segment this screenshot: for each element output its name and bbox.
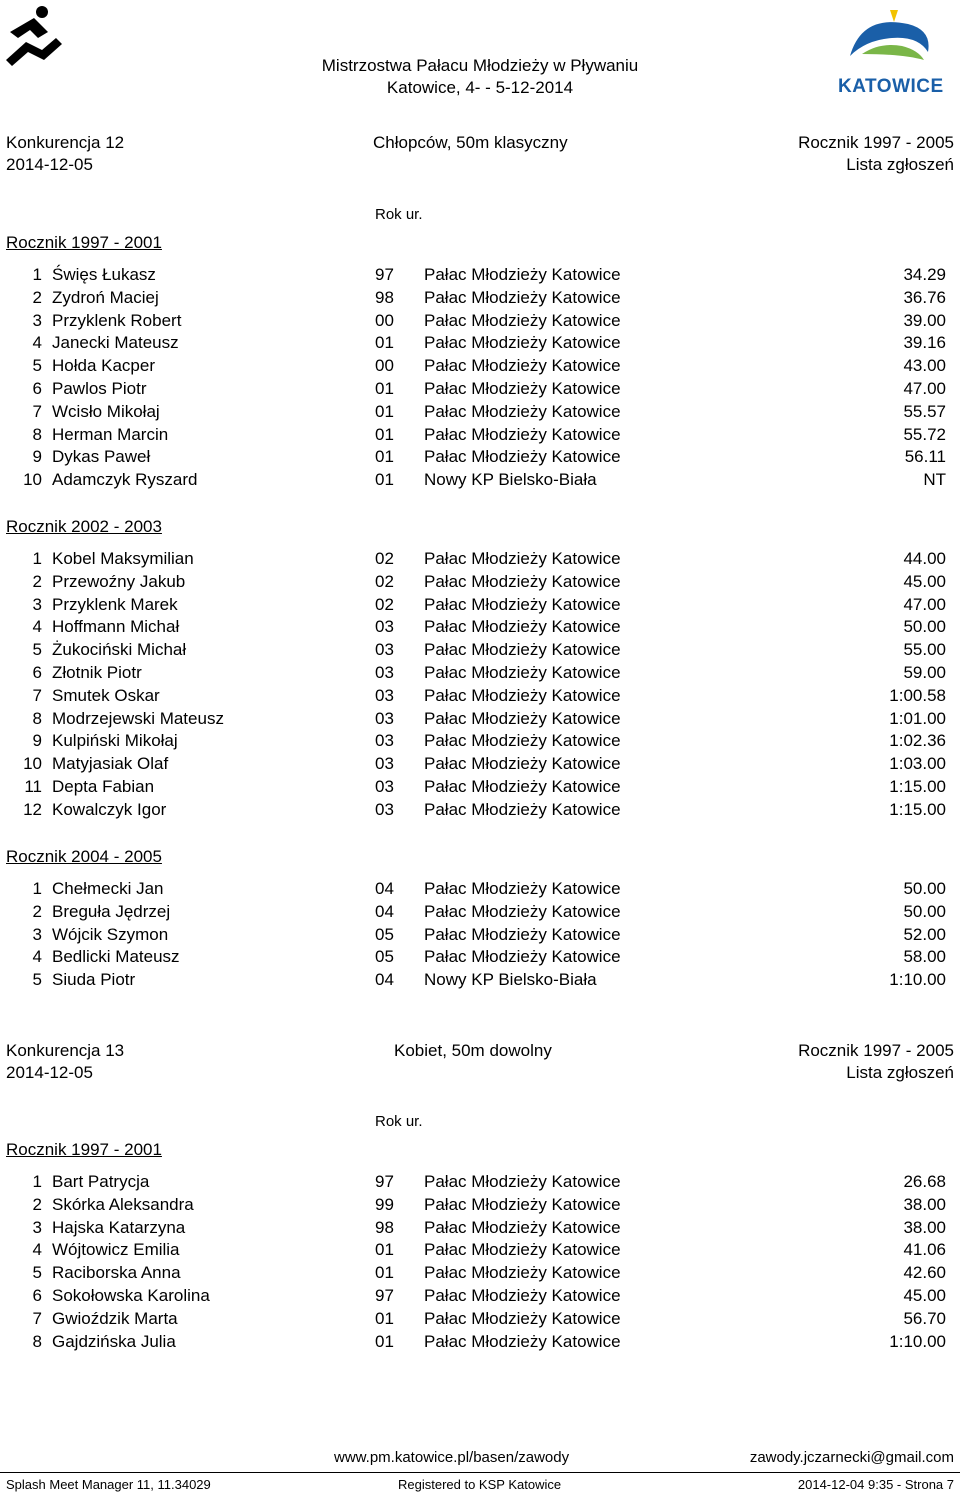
entry-number: 2 (32, 287, 42, 307)
katowice-logo (832, 8, 944, 98)
entry-number: 6 (32, 379, 42, 398)
event-range: Rocznik 1997 - 2005 (798, 1041, 954, 1060)
entry-time: 1:01.00 (889, 708, 946, 728)
swimmer-name: Święs Łukasz (52, 265, 156, 284)
club-name: Pałac Młodzieży Katowice (424, 947, 621, 967)
swimmer-name: Kobel Maksymilian (52, 549, 194, 568)
table-row (0, 1332, 960, 1354)
entry-number: 12 (23, 799, 42, 819)
entry-number: 3 (32, 310, 42, 330)
entry-time: 26.68 (903, 1172, 946, 1191)
table-row (0, 1240, 960, 1262)
club-name: Pałac Młodzieży Katowice (424, 731, 621, 751)
swimmer-name: Kowalczyk Igor (52, 799, 167, 819)
meet-subtitle: Katowice, 4- - 5-12-2014 (386, 78, 574, 97)
birth-year: 03 (375, 640, 394, 660)
footer-timestamp: 2014-12-04 9:35 - Strona 7 (797, 1477, 954, 1492)
event-range: Rocznik 1997 - 2005 (798, 133, 954, 152)
club-name: Nowy KP Bielsko-Biała (424, 470, 597, 490)
entry-time: 47.00 (903, 594, 946, 614)
swimmer-name: Gajdzińska Julia (52, 1331, 176, 1351)
table-row (0, 1309, 960, 1331)
swimmer-name: Zydroń Maciej (52, 287, 159, 307)
birth-year: 98 (375, 287, 394, 307)
event-name: Konkurencja 13 (6, 1041, 125, 1060)
birth-year: 00 (375, 310, 394, 330)
club-name: Pałac Młodzieży Katowice (424, 379, 621, 398)
table-row (0, 288, 960, 310)
swimmer-logo-icon (4, 2, 64, 74)
entry-number: 10 (23, 470, 42, 490)
club-name: Pałac Młodzieży Katowice (424, 356, 621, 376)
swimmer-name: Gwioździk Marta (52, 1308, 178, 1328)
swimmer-name: Wójtowicz Emilia (52, 1240, 180, 1260)
entry-number: 4 (32, 333, 42, 353)
table-row (0, 640, 960, 662)
swimmer-name: Kulpiński Mikołaj (52, 731, 178, 751)
birth-year: 01 (375, 1263, 394, 1283)
table-row (0, 1263, 960, 1285)
club-name: Pałac Młodzieży Katowice (424, 1286, 621, 1305)
entry-number: 1 (32, 549, 42, 568)
club-name: Pałac Młodzieży Katowice (424, 1172, 621, 1191)
birth-year: 04 (375, 970, 394, 990)
birth-year: 01 (375, 1240, 394, 1260)
swimmer-name: Herman Marcin (52, 424, 169, 444)
group-label: Rocznik 2002 - 2003 (6, 517, 162, 536)
club-name: Pałac Młodzieży Katowice (424, 1217, 621, 1237)
club-name: Pałac Młodzieży Katowice (424, 1331, 621, 1351)
club-name: Pałac Młodzieży Katowice (424, 901, 621, 921)
birth-year: 01 (375, 424, 394, 444)
year-column-header: Rok ur. (375, 206, 423, 223)
footer-email[interactable]: zawody.jczarnecki@gmail.com (749, 1449, 954, 1466)
entry-time: 56.70 (903, 1308, 946, 1328)
club-name: Pałac Młodzieży Katowice (424, 401, 621, 421)
club-name: Pałac Młodzieży Katowice (424, 571, 621, 591)
entry-number: 5 (32, 1263, 42, 1283)
entry-time: 1:00.58 (889, 685, 946, 705)
birth-year: 01 (375, 401, 394, 421)
birth-year: 01 (375, 1308, 394, 1328)
entry-number: 5 (32, 640, 42, 660)
swimmer-name: Siuda Piotr (52, 970, 136, 990)
club-name: Pałac Młodzieży Katowice (424, 799, 621, 819)
swimmer-name: Modrzejewski Mateusz (52, 708, 224, 728)
group-label: Rocznik 1997 - 2001 (6, 233, 162, 252)
table-row (0, 1195, 960, 1217)
entry-time: 1:15.00 (889, 799, 946, 819)
birth-year: 03 (375, 799, 394, 819)
club-name: Pałac Młodzieży Katowice (424, 447, 621, 467)
footer-website[interactable]: www.pm.katowice.pl/basen/zawody (334, 1449, 570, 1466)
table-row (0, 800, 960, 822)
entry-number: 1 (32, 265, 42, 284)
entry-number: 9 (32, 731, 42, 751)
swimmer-name: Hołda Kacper (52, 356, 156, 376)
entry-time: NT (923, 470, 946, 490)
entry-number: 2 (32, 1194, 42, 1214)
entry-time: 47.00 (903, 379, 946, 398)
table-row (0, 470, 960, 492)
group-label: Rocznik 1997 - 2001 (6, 1140, 162, 1159)
swimmer-name: Breguła Jędrzej (52, 901, 171, 921)
swimmer-name: Przyklenk Robert (52, 310, 182, 330)
event-name: Konkurencja 12 (6, 133, 125, 152)
swimmer-name: Skórka Aleksandra (52, 1194, 194, 1214)
meet-title: Mistrzostwa Pałacu Młodzieży w Pływaniu (321, 56, 639, 75)
entry-time: 43.00 (903, 356, 946, 376)
birth-year: 02 (375, 594, 394, 614)
table-row (0, 333, 960, 355)
entry-time: 55.00 (903, 640, 946, 660)
event-description: Chłopców, 50m klasyczny (373, 133, 568, 152)
swimmer-name: Bedlicki Mateusz (52, 947, 180, 967)
entry-number: 4 (32, 1240, 42, 1260)
swimmer-name: Przyklenk Marek (52, 594, 178, 614)
entry-time: 58.00 (903, 947, 946, 967)
club-name: Pałac Młodzieży Katowice (424, 287, 621, 307)
swimmer-name: Wcisło Mikołaj (52, 401, 160, 421)
year-column-header: Rok ur. (375, 1113, 423, 1130)
table-row (0, 686, 960, 708)
entry-number: 11 (24, 777, 42, 796)
table-row (0, 356, 960, 378)
entry-time: 36.76 (903, 287, 946, 307)
entry-time: 50.00 (903, 901, 946, 921)
birth-year: 05 (375, 947, 394, 967)
table-row (0, 970, 960, 992)
entry-time: 1:02.36 (889, 731, 946, 751)
swimmer-name: Dykas Paweł (52, 447, 151, 467)
birth-year: 03 (375, 777, 394, 796)
swimmer-name: Janecki Mateusz (52, 333, 179, 353)
swimmer-name: Hajska Katarzyna (52, 1217, 186, 1237)
entry-number: 10 (23, 754, 42, 774)
entry-time: 38.00 (903, 1194, 946, 1214)
table-row (0, 777, 960, 799)
entry-time: 34.29 (903, 265, 946, 284)
birth-year: 03 (375, 754, 394, 774)
table-row (0, 754, 960, 776)
birth-year: 05 (375, 924, 394, 944)
birth-year: 03 (375, 708, 394, 728)
entry-time: 55.72 (903, 424, 946, 444)
club-name: Pałac Młodzieży Katowice (424, 754, 621, 774)
birth-year: 01 (375, 1331, 394, 1351)
club-name: Pałac Młodzieży Katowice (424, 708, 621, 728)
club-name: Pałac Młodzieży Katowice (424, 640, 621, 660)
katowice-logo-text: KATOWICE (838, 76, 944, 97)
entry-number: 7 (32, 1308, 42, 1328)
table-row (0, 617, 960, 639)
birth-year: 04 (375, 879, 394, 898)
club-name: Pałac Młodzieży Katowice (424, 310, 621, 330)
entry-time: 39.16 (903, 333, 946, 353)
table-row (0, 265, 960, 287)
entry-number: 7 (32, 685, 42, 705)
table-row (0, 379, 960, 401)
entry-number: 1 (32, 1172, 42, 1191)
birth-year: 01 (375, 379, 394, 398)
birth-year: 97 (375, 265, 394, 284)
footer-software: Splash Meet Manager 11, 11.34029 (6, 1477, 211, 1492)
birth-year: 03 (375, 663, 394, 682)
event-date: 2014-12-05 (6, 155, 93, 174)
footer-registered: Registered to KSP Katowice (398, 1477, 562, 1492)
birth-year: 01 (375, 333, 394, 353)
swimmer-name: Raciborska Anna (52, 1263, 181, 1283)
entry-number: 2 (32, 571, 42, 591)
birth-year: 00 (375, 356, 394, 376)
entry-number: 8 (32, 1331, 42, 1351)
club-name: Pałac Młodzieży Katowice (424, 1263, 621, 1283)
club-name: Pałac Młodzieży Katowice (424, 594, 621, 614)
entry-time: 1:10.00 (889, 970, 946, 990)
birth-year: 03 (375, 731, 394, 751)
club-name: Nowy KP Bielsko-Biała (424, 970, 597, 990)
birth-year: 01 (375, 447, 394, 467)
entry-time: 56.11 (904, 447, 946, 467)
birth-year: 98 (375, 1217, 394, 1237)
club-name: Pałac Młodzieży Katowice (424, 685, 621, 705)
swimmer-name: Żukociński Michał (52, 640, 187, 660)
table-row (0, 947, 960, 969)
swimmer-name: Smutek Oskar (52, 685, 160, 705)
birth-year: 03 (375, 685, 394, 705)
birth-year: 97 (375, 1172, 394, 1191)
entry-number: 7 (32, 401, 42, 421)
table-row (0, 311, 960, 333)
club-name: Pałac Młodzieży Katowice (424, 1240, 621, 1260)
entry-number: 8 (32, 424, 42, 444)
footer-divider (0, 1472, 960, 1473)
birth-year: 04 (375, 901, 394, 921)
club-name: Pałac Młodzieży Katowice (424, 1194, 621, 1214)
entry-number: 3 (32, 594, 42, 614)
swimmer-name: Sokołowska Karolina (52, 1286, 210, 1305)
swimmer-name: Bart Patrycja (52, 1172, 150, 1191)
swimmer-name: Pawlos Piotr (52, 379, 147, 398)
entry-time: 1:03.00 (889, 754, 946, 774)
birth-year: 02 (375, 571, 394, 591)
table-row (0, 402, 960, 424)
list-type: Lista zgłoszeń (846, 155, 954, 174)
table-row (0, 925, 960, 947)
birth-year: 03 (375, 617, 394, 637)
table-row (0, 1218, 960, 1240)
table-row (0, 709, 960, 731)
entry-number: 4 (32, 947, 42, 967)
entry-time: 1:10.00 (889, 1331, 946, 1351)
table-row (0, 731, 960, 753)
entry-time: 39.00 (903, 310, 946, 330)
entry-time: 45.00 (903, 1286, 946, 1305)
table-row (0, 425, 960, 447)
swimmer-name: Depta Fabian (52, 777, 155, 796)
entry-time: 1:15.00 (889, 777, 946, 796)
club-name: Pałac Młodzieży Katowice (424, 265, 621, 284)
swimmer-name: Matyjasiak Olaf (52, 754, 169, 774)
entry-number: 3 (32, 924, 42, 944)
entry-time: 45.00 (903, 571, 946, 591)
entry-time: 38.00 (903, 1217, 946, 1237)
entry-number: 2 (32, 901, 42, 921)
event-date: 2014-12-05 (6, 1063, 93, 1082)
entry-number: 4 (32, 617, 42, 637)
entry-time: 52.00 (903, 924, 946, 944)
entry-number: 6 (32, 663, 42, 682)
entry-number: 3 (32, 1217, 42, 1237)
birth-year: 01 (375, 470, 394, 490)
table-row (0, 902, 960, 924)
birth-year: 02 (375, 549, 394, 568)
table-row (0, 572, 960, 594)
entry-number: 5 (32, 970, 42, 990)
entry-number: 1 (32, 879, 42, 898)
club-name: Pałac Młodzieży Katowice (424, 333, 621, 353)
club-name: Pałac Młodzieży Katowice (424, 879, 621, 898)
swimmer-name: Hoffmann Michał (52, 617, 180, 637)
entry-number: 8 (32, 708, 42, 728)
list-type: Lista zgłoszeń (846, 1063, 954, 1082)
entry-time: 44.00 (903, 549, 946, 568)
entry-time: 55.57 (903, 401, 946, 421)
table-row (0, 1286, 960, 1308)
birth-year: 97 (375, 1286, 394, 1305)
table-row (0, 879, 960, 901)
club-name: Pałac Młodzieży Katowice (424, 924, 621, 944)
birth-year: 99 (375, 1194, 394, 1214)
entry-time: 59.00 (903, 663, 946, 682)
club-name: Pałac Młodzieży Katowice (424, 777, 621, 796)
entry-number: 6 (32, 1286, 42, 1305)
club-name: Pałac Młodzieży Katowice (424, 549, 621, 568)
swimmer-name: Wójcik Szymon (52, 924, 169, 944)
swimmer-name: Adamczyk Ryszard (52, 470, 198, 490)
event-description: Kobiet, 50m dowolny (394, 1041, 552, 1060)
entry-number: 9 (32, 447, 42, 467)
entry-number: 5 (32, 356, 42, 376)
swimmer-name: Złotnik Piotr (52, 663, 142, 682)
club-name: Pałac Młodzieży Katowice (424, 424, 621, 444)
club-name: Pałac Młodzieży Katowice (424, 1308, 621, 1328)
entry-time: 50.00 (903, 617, 946, 637)
entry-time: 50.00 (903, 879, 946, 898)
swimmer-name: Chełmecki Jan (52, 879, 164, 898)
club-name: Pałac Młodzieży Katowice (424, 663, 621, 682)
entry-time: 41.06 (903, 1240, 946, 1260)
table-row (0, 595, 960, 617)
table-row (0, 1172, 960, 1194)
club-name: Pałac Młodzieży Katowice (424, 617, 621, 637)
table-row (0, 663, 960, 685)
table-row (0, 447, 960, 469)
group-label: Rocznik 2004 - 2005 (6, 847, 162, 866)
entry-time: 42.60 (903, 1263, 946, 1283)
table-row (0, 549, 960, 571)
swimmer-name: Przewoźny Jakub (52, 571, 186, 591)
